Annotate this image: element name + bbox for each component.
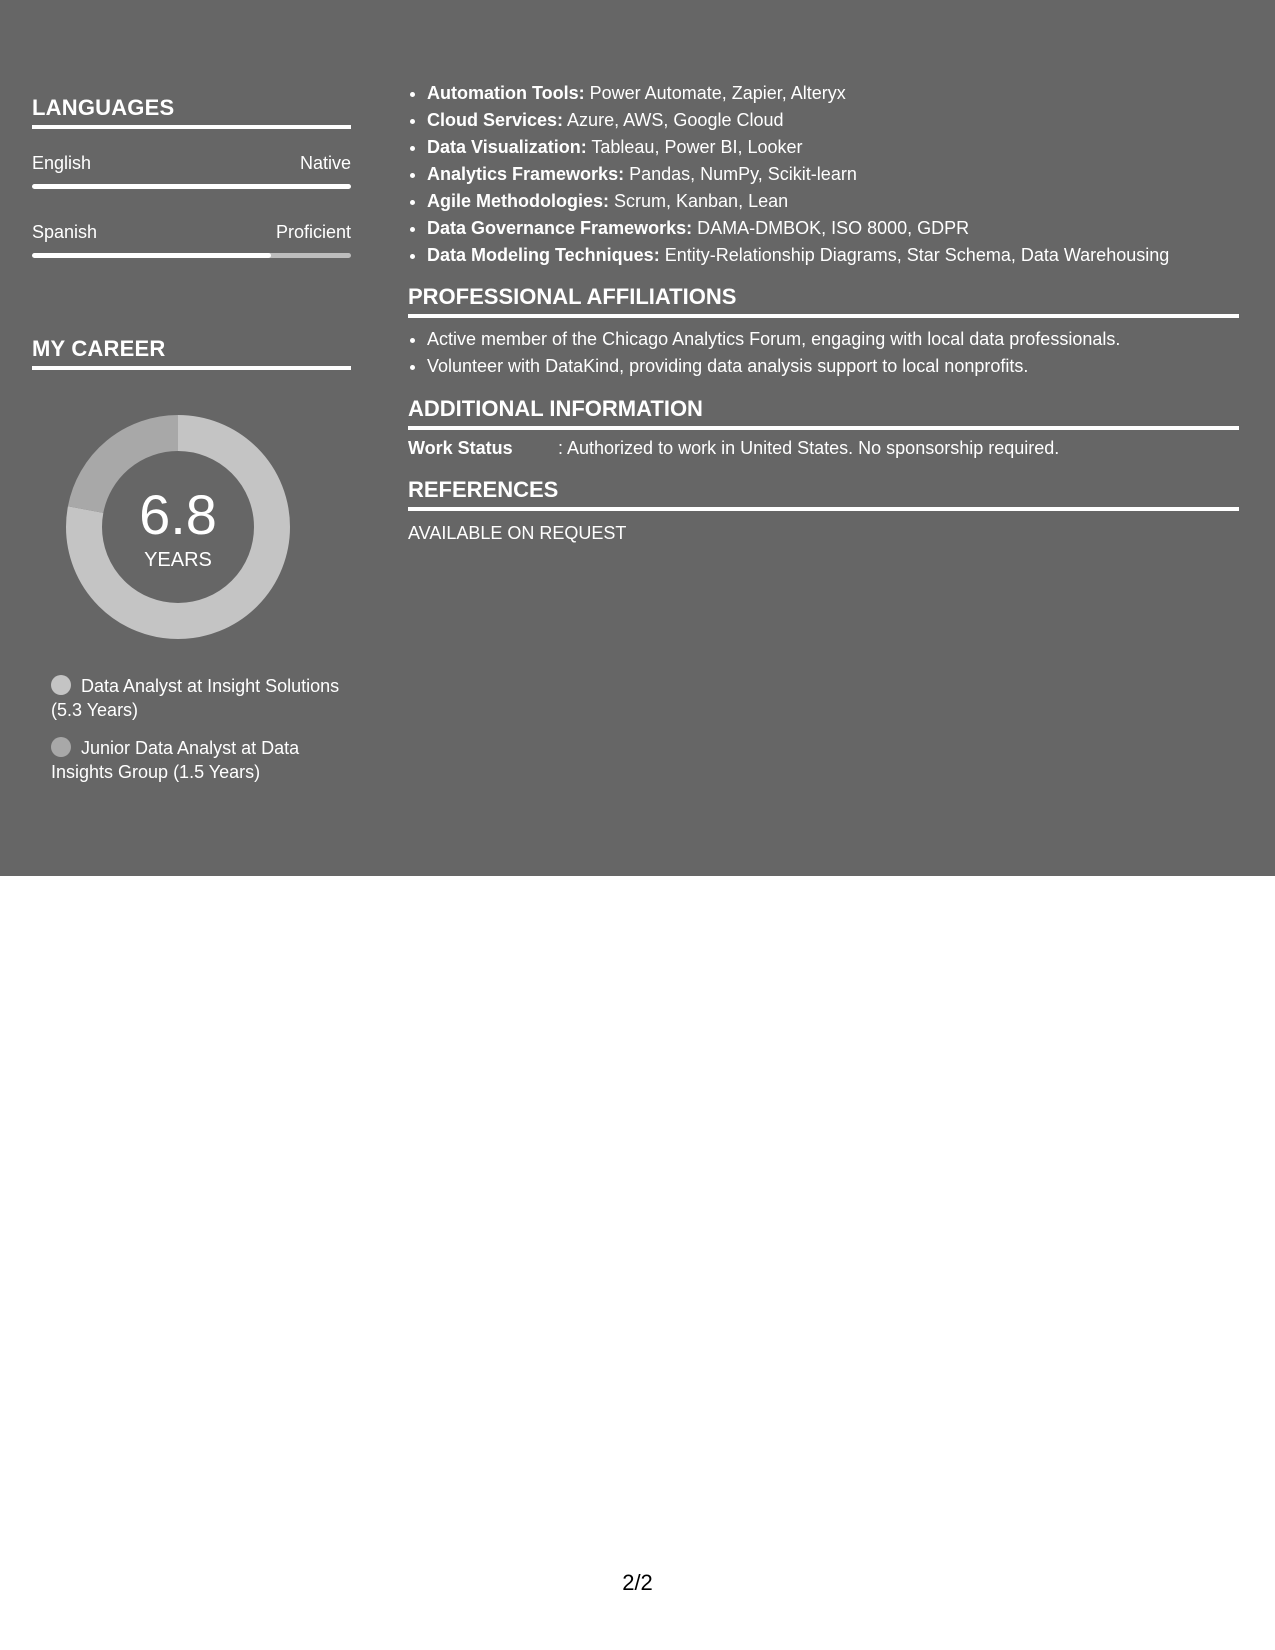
skill-value: Azure, AWS, Google Cloud xyxy=(563,110,784,130)
work-status-value: : Authorized to work in United States. No sponsorship required. xyxy=(558,438,1060,458)
list-item xyxy=(427,134,1169,161)
list-item xyxy=(427,242,1169,269)
languages-heading: LANGUAGES xyxy=(32,95,351,129)
list-item xyxy=(427,80,1169,107)
skill-label: Automation Tools: xyxy=(427,83,585,103)
list-item xyxy=(427,188,1169,215)
additional-info-heading: ADDITIONAL INFORMATION xyxy=(408,396,1239,430)
skill-value: Tableau, Power BI, Looker xyxy=(586,137,803,157)
donut-center xyxy=(66,415,290,639)
language-bar-english xyxy=(32,184,351,189)
affiliations-list xyxy=(408,326,1120,380)
skill-label: Data Governance Frameworks: xyxy=(427,218,693,238)
skill-value: Scrum, Kanban, Lean xyxy=(609,191,789,211)
language-bar-spanish xyxy=(32,253,351,258)
language-bar-fill xyxy=(32,184,351,189)
legend-label: Data Analyst at Insight Solutions (5.3 Years) xyxy=(51,676,340,720)
list-item xyxy=(427,107,1169,134)
legend-dot xyxy=(51,675,71,695)
skill-value: Pandas, NumPy, Scikit-learn xyxy=(624,164,857,184)
skill-label: Data Visualization: xyxy=(427,137,587,157)
list-item xyxy=(427,161,1169,188)
references-text: AVAILABLE ON REQUEST xyxy=(408,523,627,543)
list-item xyxy=(427,215,1169,242)
skill-label: Analytics Frameworks: xyxy=(427,164,625,184)
legend-item xyxy=(51,674,341,722)
language-level: Proficient xyxy=(275,222,351,242)
skill-value: Power Automate, Zapier, Alteryx xyxy=(584,83,846,103)
skill-label: Data Modeling Techniques: xyxy=(427,245,660,265)
legend-item xyxy=(51,736,341,784)
skills-list xyxy=(408,80,1169,269)
career-total-years: 6.8 xyxy=(139,483,217,546)
skill-value: Entity-Relationship Diagrams, Star Schema, Data Warehousing xyxy=(659,245,1170,265)
career-donut-chart xyxy=(66,415,290,639)
skill-label: Cloud Services: xyxy=(427,110,564,130)
page-number: 2/2 xyxy=(622,1570,653,1595)
list-item: • Volunteer with DataKind, providing data analysis support to local nonprofits. xyxy=(427,353,1120,380)
language-level: Native xyxy=(299,153,351,173)
legend-label: Junior Data Analyst at Data Insights Group (1.5 Years) xyxy=(51,738,300,782)
references-heading: REFERENCES xyxy=(408,477,1239,511)
language-bar-fill xyxy=(32,253,271,258)
language-name: English xyxy=(32,153,92,173)
list-item: • Active member of the Chicago Analytics Forum, engaging with local data professionals. xyxy=(427,326,1120,353)
career-total-unit: YEARS xyxy=(144,549,212,571)
career-heading: MY CAREER xyxy=(32,336,351,370)
skill-value: DAMA-DMBOK, ISO 8000, GDPR xyxy=(692,218,970,238)
skill-label: Agile Methodologies: xyxy=(427,191,609,211)
legend-dot xyxy=(51,737,71,757)
work-status-label: Work Status xyxy=(408,438,513,458)
language-name: Spanish xyxy=(32,222,98,242)
affiliations-heading: PROFESSIONAL AFFILIATIONS xyxy=(408,284,1239,318)
work-status-row xyxy=(408,436,1059,460)
